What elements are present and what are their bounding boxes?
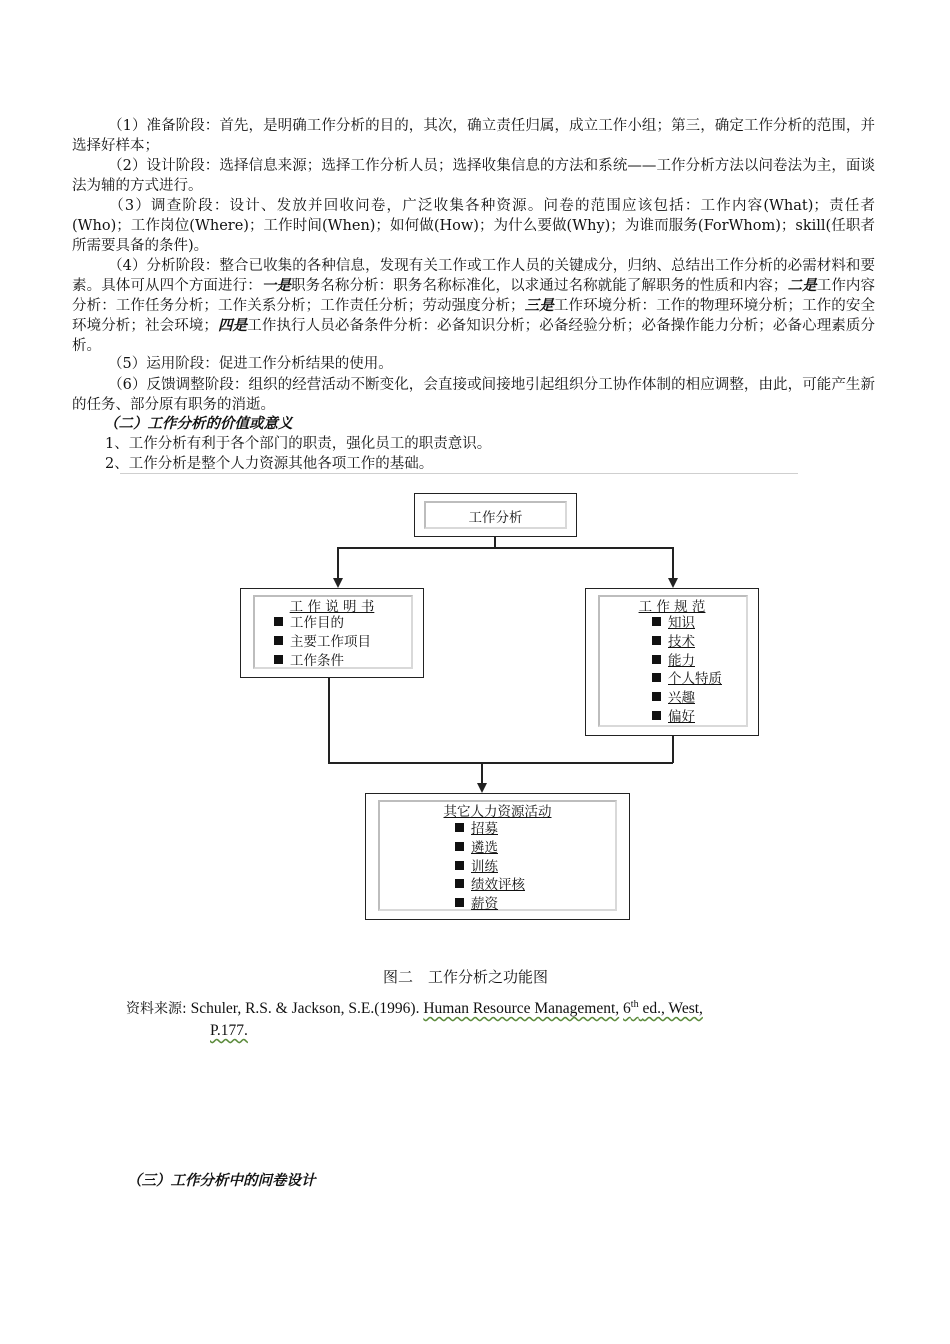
bullet-square-icon (274, 655, 283, 664)
source-edition: 6th ed., West, (623, 999, 703, 1018)
box-job-analysis-label: 工作分析 (468, 510, 523, 526)
arrow-down-icon (477, 783, 487, 793)
figure-caption: 图二 工作分析之功能图 (383, 968, 549, 986)
list-item: 招募 (455, 820, 525, 839)
bullet-square-icon (274, 636, 283, 645)
bullet-square-icon (455, 861, 464, 870)
source-label: 资料来源: (126, 1001, 187, 1018)
box-job-description (240, 588, 424, 678)
figure-source (126, 994, 703, 1041)
bullet-square-icon (455, 879, 464, 888)
bullet-square-icon (652, 636, 661, 645)
list-item: 工作条件 (274, 652, 371, 671)
box-job-analysis (414, 493, 577, 537)
list-item: 绩效评核 (455, 876, 525, 895)
bullet-square-icon (652, 692, 661, 701)
bullet-square-icon (652, 617, 661, 626)
box-other-hr-activities (365, 793, 630, 920)
paragraph-feedback: （6）反馈调整阶段：组织的经营活动不断变化，会直接或间接地引起组织分工协作体制的相应调整，由此，可能产生新的任务、部分原有职务的消逝。 (72, 377, 875, 413)
paragraph-apply: （5）运用阶段：促进工作分析结果的使用。 (108, 356, 393, 372)
section3-heading: （三）工作分析中的问卷设计 (127, 1172, 316, 1189)
connector-line (481, 762, 483, 784)
job-specification-list (652, 614, 722, 727)
list-item: 能力 (652, 652, 722, 671)
bullet-square-icon (455, 898, 464, 907)
job-description-list (274, 614, 371, 670)
section2-heading: （二）工作分析的价值或意义 (104, 415, 293, 432)
bullet-square-icon (652, 711, 661, 720)
bullet-square-icon (455, 842, 464, 851)
arrow-down-icon (668, 578, 678, 588)
source-page: P.177. (210, 1022, 248, 1040)
box-other-hr-activities-title: 其它人力资源活动 (443, 804, 552, 820)
list-item: 薪资 (455, 895, 525, 914)
bullet-square-icon (652, 655, 661, 664)
box-job-specification-title: 工 作 规 范 (638, 599, 706, 615)
list-item: 工作目的 (274, 614, 371, 633)
connector-line (328, 762, 673, 764)
list-item: 技术 (652, 633, 722, 652)
list-item: 主要工作项目 (274, 633, 371, 652)
bullet-square-icon (652, 673, 661, 682)
arrow-down-icon (333, 578, 343, 588)
connector-line (337, 547, 339, 579)
section2-item-2: 2、工作分析是整个人力资源其他各项工作的基础。 (105, 456, 434, 472)
connector-line (672, 547, 674, 579)
list-item: 个人特质 (652, 670, 722, 689)
connector-line (672, 736, 674, 763)
paragraph-analysis: （4）分析阶段：整合已收集的各种信息，发现有关工作或工作人员的关键成分，归纳、总结出工作分析的必需材料和要素。具体可从四个方面进行：一是职务名称分析：职务名称标准化，以求通过名称就能了解职务的性质和内容；二是工作内容分析：工作任务分析；工作关系分析；工作责任分析；劳动强度分析；三是工作环境分析：工作的物理环境分析；工作的安全环境分析；社会环境；四是工作执行人员必备条件分析：必备知识分析；必备经验分析；必备操作能力分析；必备心理素质分析。 (72, 258, 876, 354)
paragraph-survey: （3）调查阶段：设计、发放并回收问卷，广泛收集各种资源。问卷的范围应该包括：工作内容(What)；责任者(Who)；工作岗位(Where)；工作时间(When)；如何做(How)；为什么要做(Why)；为谁而服务(ForWhom)；skill(任职者所需要具备的条件)。 (72, 198, 875, 254)
hr-activities-list (455, 820, 525, 914)
box-job-description-title: 工 作 说 明 书 (289, 599, 375, 615)
paragraph-design: （2）设计阶段：选择信息来源；选择工作分析人员；选择收集信息的方法和系统——工作分析方法以问卷法为主，面谈法为辅的方式进行。 (72, 158, 875, 194)
list-item: 遴选 (455, 839, 525, 858)
connector-line (328, 678, 330, 763)
bullet-square-icon (455, 823, 464, 832)
divider-line (120, 473, 798, 474)
source-authors: Schuler, R.S. & Jackson, S.E.(1996). (190, 1000, 420, 1018)
list-item: 兴趣 (652, 689, 722, 708)
source-book-title: Human Resource Management, (423, 1000, 620, 1018)
list-item: 训练 (455, 858, 525, 877)
box-job-specification (585, 588, 759, 736)
connector-line (337, 547, 673, 549)
section2-item-1: 1、工作分析有利于各个部门的职责，强化员工的职责意识。 (105, 436, 492, 452)
list-item: 知识 (652, 614, 722, 633)
bullet-square-icon (274, 617, 283, 626)
list-item: 偏好 (652, 708, 722, 727)
paragraph-prepare: （1）准备阶段：首先，是明确工作分析的目的，其次，确立责任归属，成立工作小组；第三，确定工作分析的范围，并选择好样本； (72, 118, 875, 154)
